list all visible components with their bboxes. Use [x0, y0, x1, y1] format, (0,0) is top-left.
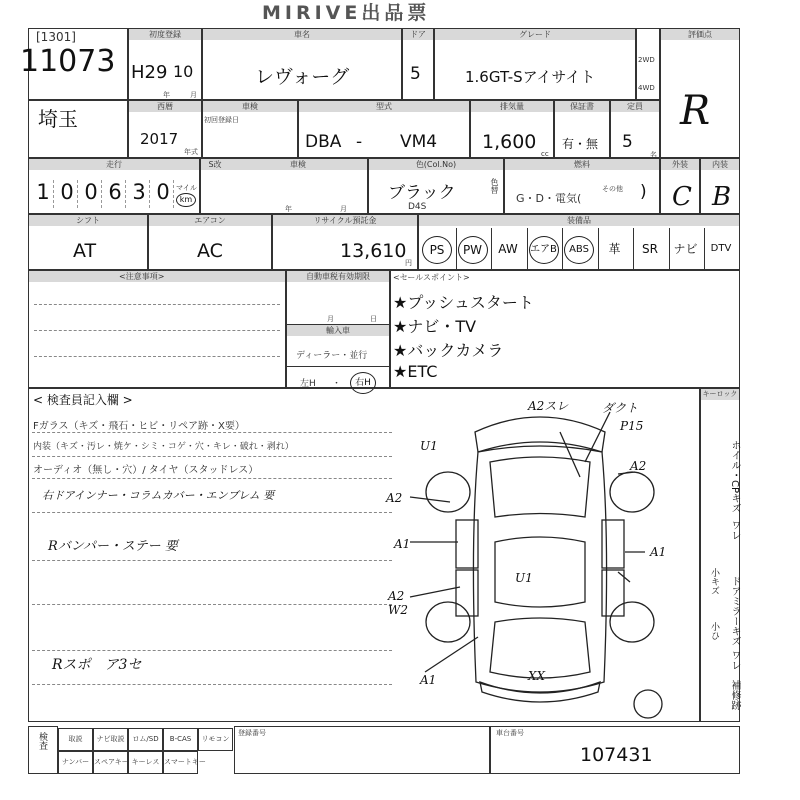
equipment-divider [562, 228, 563, 269]
equipment-label: 装備品 [419, 215, 739, 226]
grade-value: 1.6GT-Sアイサイト [465, 68, 596, 86]
sales-point: ★バックカメラ [393, 341, 504, 360]
fuel-value: G・D・電気( [516, 192, 582, 205]
mark-line-1 [560, 432, 580, 477]
car-left-front-door [456, 520, 478, 568]
doors-value: 5 [410, 64, 421, 84]
mark-line-5 [410, 497, 450, 502]
footer-item: ナビ取説 [93, 728, 128, 751]
capacity-unit: 名 [650, 151, 657, 159]
equipment-5: ABS [564, 236, 594, 264]
model-label: 車名 [203, 29, 401, 40]
mileage-digit: 3 [129, 180, 150, 208]
selfreg-month: 月 [327, 315, 334, 323]
reg-cell [234, 726, 490, 774]
cc-label: 排気量 [471, 101, 553, 112]
mileage-unit-mile: マイル [176, 184, 197, 192]
inspector-dash-2 [32, 456, 392, 457]
mark-xx: XX [528, 669, 546, 683]
inspector-dash-3 [32, 478, 392, 479]
caution-line-3 [34, 356, 280, 357]
inspection-expiry-year: 年 [285, 205, 292, 213]
footer-item: キーレス [128, 751, 163, 774]
recycle-value: 13,610 [340, 240, 407, 262]
mileage-unit-km: km [176, 193, 196, 207]
footer-item: ナンバー [58, 751, 93, 774]
cc-value: 1,600 [482, 131, 537, 153]
mileage-digit: 1 [33, 180, 54, 208]
side-note: ドアミラーキズ [729, 576, 740, 646]
car-front-bumper [475, 417, 605, 452]
car-front-right-wheel [610, 472, 654, 512]
mark-w2: W2 [388, 603, 408, 617]
type-value: VM4 [400, 132, 438, 152]
equipment-divider [633, 228, 634, 269]
sales-point: ★プッシュスタート [393, 293, 534, 312]
steering-left: 左H [300, 379, 316, 389]
footer-item: リモコン [198, 728, 233, 751]
type-prefix: DBA [305, 132, 342, 152]
fuel-close: ) [640, 182, 647, 202]
equipment-9: DTV [710, 243, 732, 254]
first-reg-month: 10 [173, 62, 194, 81]
inspection-expiry-label: 車検 [229, 159, 367, 170]
inspector-heading: < 検査員記入欄 > [33, 393, 133, 407]
mark-a2-left2: A2 [388, 589, 405, 603]
lot-number: 11073 [20, 44, 116, 79]
inspector-dash-8 [32, 684, 392, 685]
cc-unit: cc [541, 150, 549, 158]
grade-label: グレード [435, 29, 635, 40]
car-body [473, 446, 606, 692]
dealer-divider [287, 366, 389, 367]
frame-value: 107431 [580, 744, 653, 766]
interior-label: 内装 [701, 159, 739, 170]
shift-label: シフト [29, 215, 147, 226]
equipment-1: PS [422, 236, 452, 264]
sales-label: <セールスポイント> [393, 273, 470, 282]
first-reg-value: H29 [131, 62, 168, 83]
side-note: ホイル・CPキズ [729, 440, 740, 514]
recycle-unit: 円 [405, 259, 412, 267]
side-note: 小キズ [709, 568, 719, 595]
car-front-left-wheel [426, 472, 470, 512]
mark-a1-right: A1 [650, 545, 667, 559]
mileage-digit: 0 [153, 180, 174, 208]
color-label: 色(Col.No) [369, 159, 503, 170]
car-diagram [380, 392, 700, 722]
shift-value: AT [73, 240, 97, 262]
equipment-7: SR [642, 242, 658, 256]
mileage-digit: 0 [81, 180, 102, 208]
drive-2wd: 2WD [638, 56, 655, 64]
mileage-digit: 6 [105, 180, 126, 208]
recycle-label: リサイクル預託金 [273, 215, 417, 226]
year-value: 2017 [140, 130, 179, 148]
color-change-label: 色替 [490, 178, 499, 194]
fuel-other: その他 [602, 185, 623, 193]
footer-inspect-label: 検査 [37, 732, 47, 750]
drive-4wd: 4WD [638, 84, 655, 92]
year-suffix: 年式 [184, 148, 198, 156]
equipment-divider [527, 228, 528, 269]
equipment-4: エアB [529, 236, 559, 264]
footer-item: スマートキー [163, 751, 198, 774]
color-code: D4S [408, 202, 427, 212]
doors-label: ドア [403, 29, 433, 40]
keylock-circle [634, 690, 662, 718]
side-note: 小ひ [709, 622, 719, 640]
caution-cell [28, 270, 286, 388]
caution-line-2 [34, 330, 280, 331]
inspector-hand2: Rバンパー・ステー 要 [48, 539, 178, 554]
frame-label: 車台番号 [496, 729, 524, 737]
inspector-dash-5 [32, 560, 392, 561]
side-note: ワレ [729, 520, 740, 540]
equipment-3: AW [498, 242, 518, 256]
inspector-hand3: Rスポ ア3セ [52, 657, 142, 673]
mark-duct: ダクト [602, 401, 639, 415]
type-dash: - [356, 132, 363, 152]
footer-item: スペアキー [93, 751, 128, 774]
mark-a2sure: A2スレ [528, 399, 569, 413]
inspector-dash-4 [32, 512, 392, 513]
keylock-cell [700, 388, 740, 722]
rating-label: 評価点 [661, 29, 739, 40]
dealer-label: ディーラー・並行 [296, 351, 368, 361]
fuel-label: 燃料 [505, 159, 659, 170]
equipment-divider [598, 228, 599, 269]
selfreg-label: 自動車税有効期限 [287, 271, 389, 282]
region-value: 埼玉 [38, 107, 78, 131]
mark-a2-right: A2 [630, 459, 647, 473]
footer-item: 取説 [58, 728, 93, 751]
steering-right: 右H [350, 372, 376, 394]
mark-a1-left: A1 [394, 537, 411, 551]
inspector-line1: Fガラス（キズ・飛石・ヒビ・リペア跡・X要） [33, 421, 245, 432]
ac-value: AC [197, 240, 223, 262]
mark-u1-top: U1 [420, 439, 438, 453]
inspection-note: 初回登録日 [204, 116, 239, 124]
car-right-rear-door [602, 570, 624, 616]
inspector-line2: 内装（キズ・汚レ・焼ケ・シミ・コゲ・穴・キレ・破れ・剥れ） [33, 442, 294, 452]
s-prefix-label: S改 [201, 159, 229, 170]
capacity-value: 5 [622, 132, 633, 152]
mark-a1-bottom: A1 [420, 673, 437, 687]
sheet-title: MIRIVE出品票 [262, 2, 431, 24]
sales-point: ★ETC [393, 362, 438, 381]
mileage-digit: 0 [57, 180, 78, 208]
equipment-2: PW [458, 236, 488, 264]
mark-u1-center: U1 [515, 571, 533, 585]
car-rear-right-wheel [610, 602, 654, 642]
equipment-divider [491, 228, 492, 269]
caution-label: <注意事項> [29, 271, 285, 282]
side-note: ワレ [729, 650, 740, 670]
exterior-label: 外装 [661, 159, 699, 170]
lot-bracket: [1301] [36, 30, 76, 44]
equipment-8: ナビ [673, 242, 698, 256]
type-label: 型式 [299, 101, 469, 112]
interior-value: B [712, 182, 732, 212]
footer-item: B-CAS [163, 728, 198, 751]
mark-line-7 [410, 587, 460, 597]
mark-p15: P15 [620, 419, 644, 433]
warranty-label: 保証書 [555, 101, 609, 112]
first-reg-label: 初度登録 [129, 29, 201, 40]
first-reg-year-unit: 年 [163, 91, 170, 99]
ac-label: エアコン [149, 215, 271, 226]
side-note: 補修跡 [729, 680, 740, 710]
equipment-divider [704, 228, 705, 269]
car-roof [495, 537, 585, 607]
first-reg-month-unit: 月 [190, 91, 197, 99]
rating-value: R [680, 88, 711, 134]
inspector-hand1: 右ドアインナー・コラムカバー・エンブレム 要 [42, 489, 275, 502]
mark-line-2 [585, 412, 610, 462]
selfreg-day: 日 [370, 315, 377, 323]
model-value: レヴォーグ [255, 66, 350, 88]
inspector-dash-1 [32, 432, 392, 433]
warranty-value: 有・無 [562, 137, 599, 151]
footer-item: ロム/SD [128, 728, 163, 751]
inspector-line3: オーディオ（無し・穴）/ タイヤ（スタッドレス） [33, 465, 259, 476]
sales-point: ★ナビ・TV [393, 317, 477, 336]
reg-label: 登録番号 [238, 729, 266, 737]
mark-a2-left: A2 [386, 491, 403, 505]
inspector-dash-6 [32, 604, 392, 605]
inspection-label: 車検 [203, 101, 297, 112]
color-value: ブラック [388, 183, 456, 203]
mileage-label: 走行 [29, 159, 199, 170]
year-label: 西暦 [129, 101, 201, 112]
equipment-divider [669, 228, 670, 269]
exterior-value: C [672, 182, 692, 212]
inspection-expiry-month: 月 [340, 205, 347, 213]
steering-dot: ・ [332, 379, 342, 389]
equipment-6: 革 [608, 242, 621, 256]
caution-line-1 [34, 304, 280, 305]
capacity-label: 定員 [611, 101, 659, 112]
equipment-divider [456, 228, 457, 269]
car-rear-left-wheel [426, 602, 470, 642]
import-label: 輸入車 [287, 325, 389, 336]
car-left-rear-door [456, 570, 478, 616]
inspector-dash-7 [32, 650, 392, 651]
car-right-front-door [602, 520, 624, 568]
keylock-label: キーロック [702, 390, 738, 398]
